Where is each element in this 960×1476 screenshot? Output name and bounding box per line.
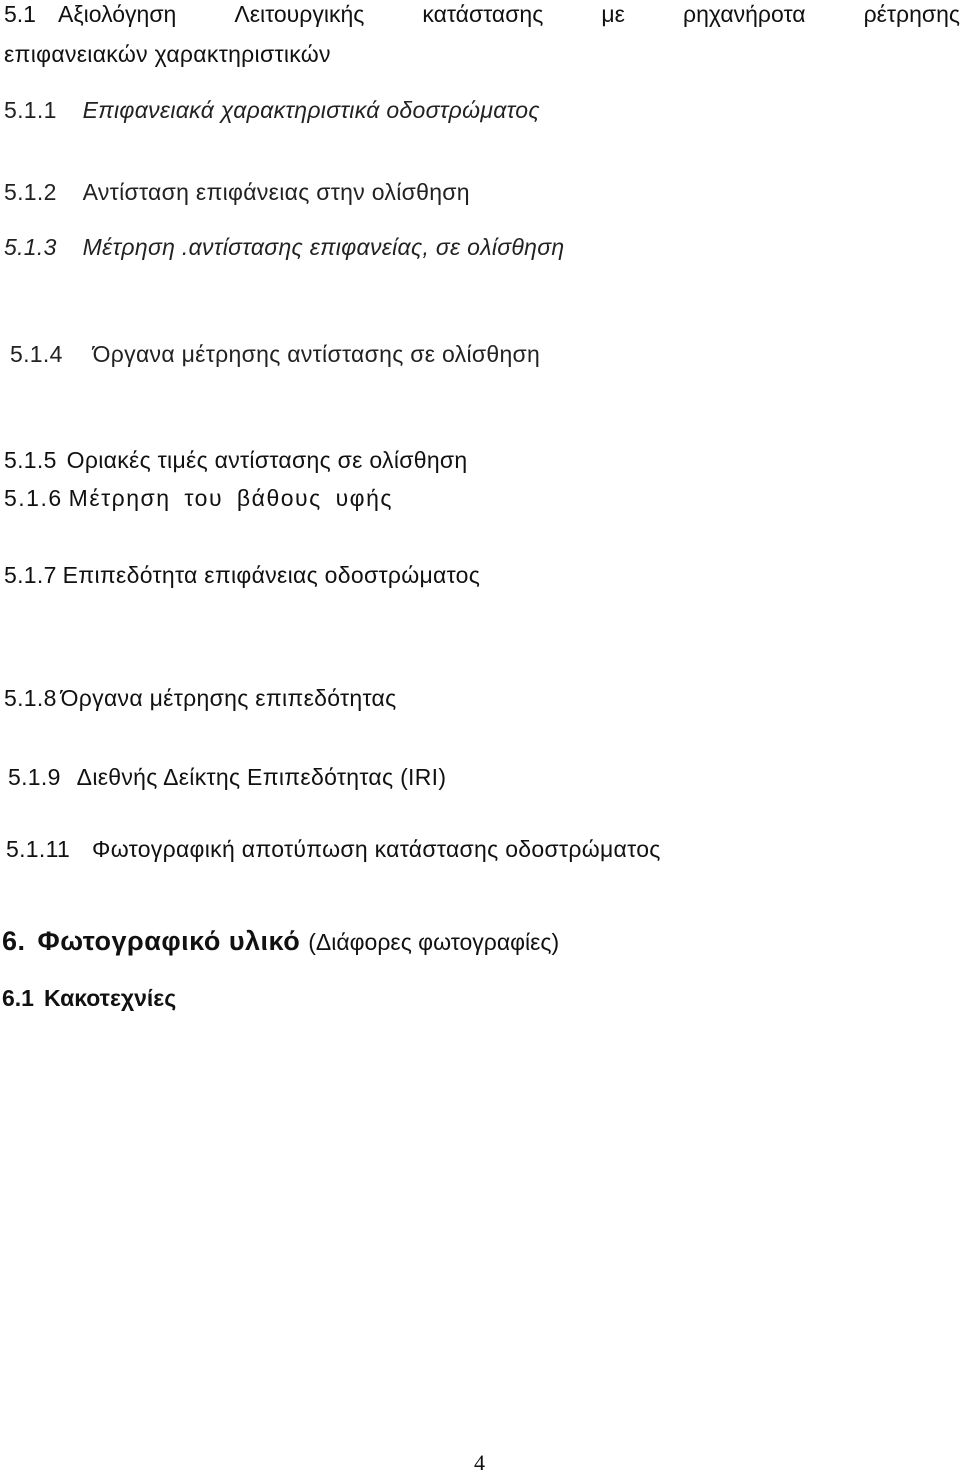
toc-item-5-1-3 xyxy=(4,233,564,261)
item-number: 5.1.7 xyxy=(4,562,57,588)
toc-item-5-1-6 xyxy=(4,484,393,512)
heading-word-2: Λειτουργικής xyxy=(234,1,365,27)
toc-item-5-1-4 xyxy=(10,340,540,368)
toc-item-5-1-2 xyxy=(4,178,470,206)
heading-word-1: Αξιολόγηση xyxy=(57,1,177,27)
item-number: 5.1.1 xyxy=(4,97,57,123)
section-number xyxy=(4,0,176,28)
item-title: Όργανα μέτρησης αντίστασης σε ολίσθηση xyxy=(92,341,541,367)
section-5-1-continuation: επιφανειακών χαρακτηριστικών xyxy=(4,41,331,67)
item-title: Φωτογραφική αποτύπωση κατάστασης οδοστρώματος xyxy=(92,836,661,862)
section-5-1-number: 5.1 xyxy=(4,1,36,27)
toc-item-5-1-7 xyxy=(4,561,480,589)
heading-word-3: κατάστασης xyxy=(422,1,544,27)
item-number: 5.1.5 xyxy=(4,447,57,473)
item-title: Αντίσταση επιφάνειας στην ολίσθηση xyxy=(82,179,470,205)
item-number: 5.1.8 xyxy=(4,685,57,711)
section-6-heading xyxy=(2,924,559,959)
section-5-1-heading xyxy=(4,0,960,28)
item-number: 5.1.3 xyxy=(4,234,57,260)
section-6-number: 6. xyxy=(2,926,26,956)
section-6-1-heading xyxy=(2,984,176,1012)
section-6-title: Φωτογραφικό υλικό xyxy=(37,926,301,956)
toc-item-5-1-8 xyxy=(4,684,397,712)
page-number: 4 xyxy=(474,1450,485,1475)
heading-word-4: με xyxy=(601,1,625,27)
section-6-note: (Διάφορες φωτογραφίες) xyxy=(308,929,560,955)
section-6-1-title: Κακοτεχνίες xyxy=(43,985,177,1011)
toc-item-5-1-5 xyxy=(4,446,468,474)
item-title: Μέτρηση του βάθους υφής xyxy=(68,485,393,511)
item-number: 5.1.6 xyxy=(4,485,63,511)
item-number: 5.1.9 xyxy=(8,764,61,790)
item-title: Επιφανειακά χαρακτηριστικά οδοστρώματος xyxy=(82,97,540,123)
item-title: Όργανα μέτρησης επιπεδότητας xyxy=(60,685,397,711)
item-number: 5.1.4 xyxy=(10,341,63,367)
item-number: 5.1.11 xyxy=(6,836,71,862)
item-title: Μέτρηση .αντίστασης επιφανείας, σε ολίσθηση xyxy=(82,234,565,260)
item-title: Διεθνής Δείκτης Επιπεδότητας (IRI) xyxy=(76,764,447,790)
toc-item-5-1-9 xyxy=(8,763,446,791)
item-title: Οριακές τιμές αντίστασης σε ολίσθηση xyxy=(66,447,468,473)
item-title: Επιπεδότητα επιφάνειας οδοστρώματος xyxy=(62,562,481,588)
section-6-1-number: 6.1 xyxy=(2,985,34,1011)
item-number: 5.1.2 xyxy=(4,179,57,205)
heading-word-5: ρηχανήροτα xyxy=(682,1,806,27)
toc-item-5-1-11 xyxy=(6,835,661,863)
toc-item-5-1-1 xyxy=(4,96,540,124)
heading-word-6: ρέτρησης xyxy=(863,1,960,27)
